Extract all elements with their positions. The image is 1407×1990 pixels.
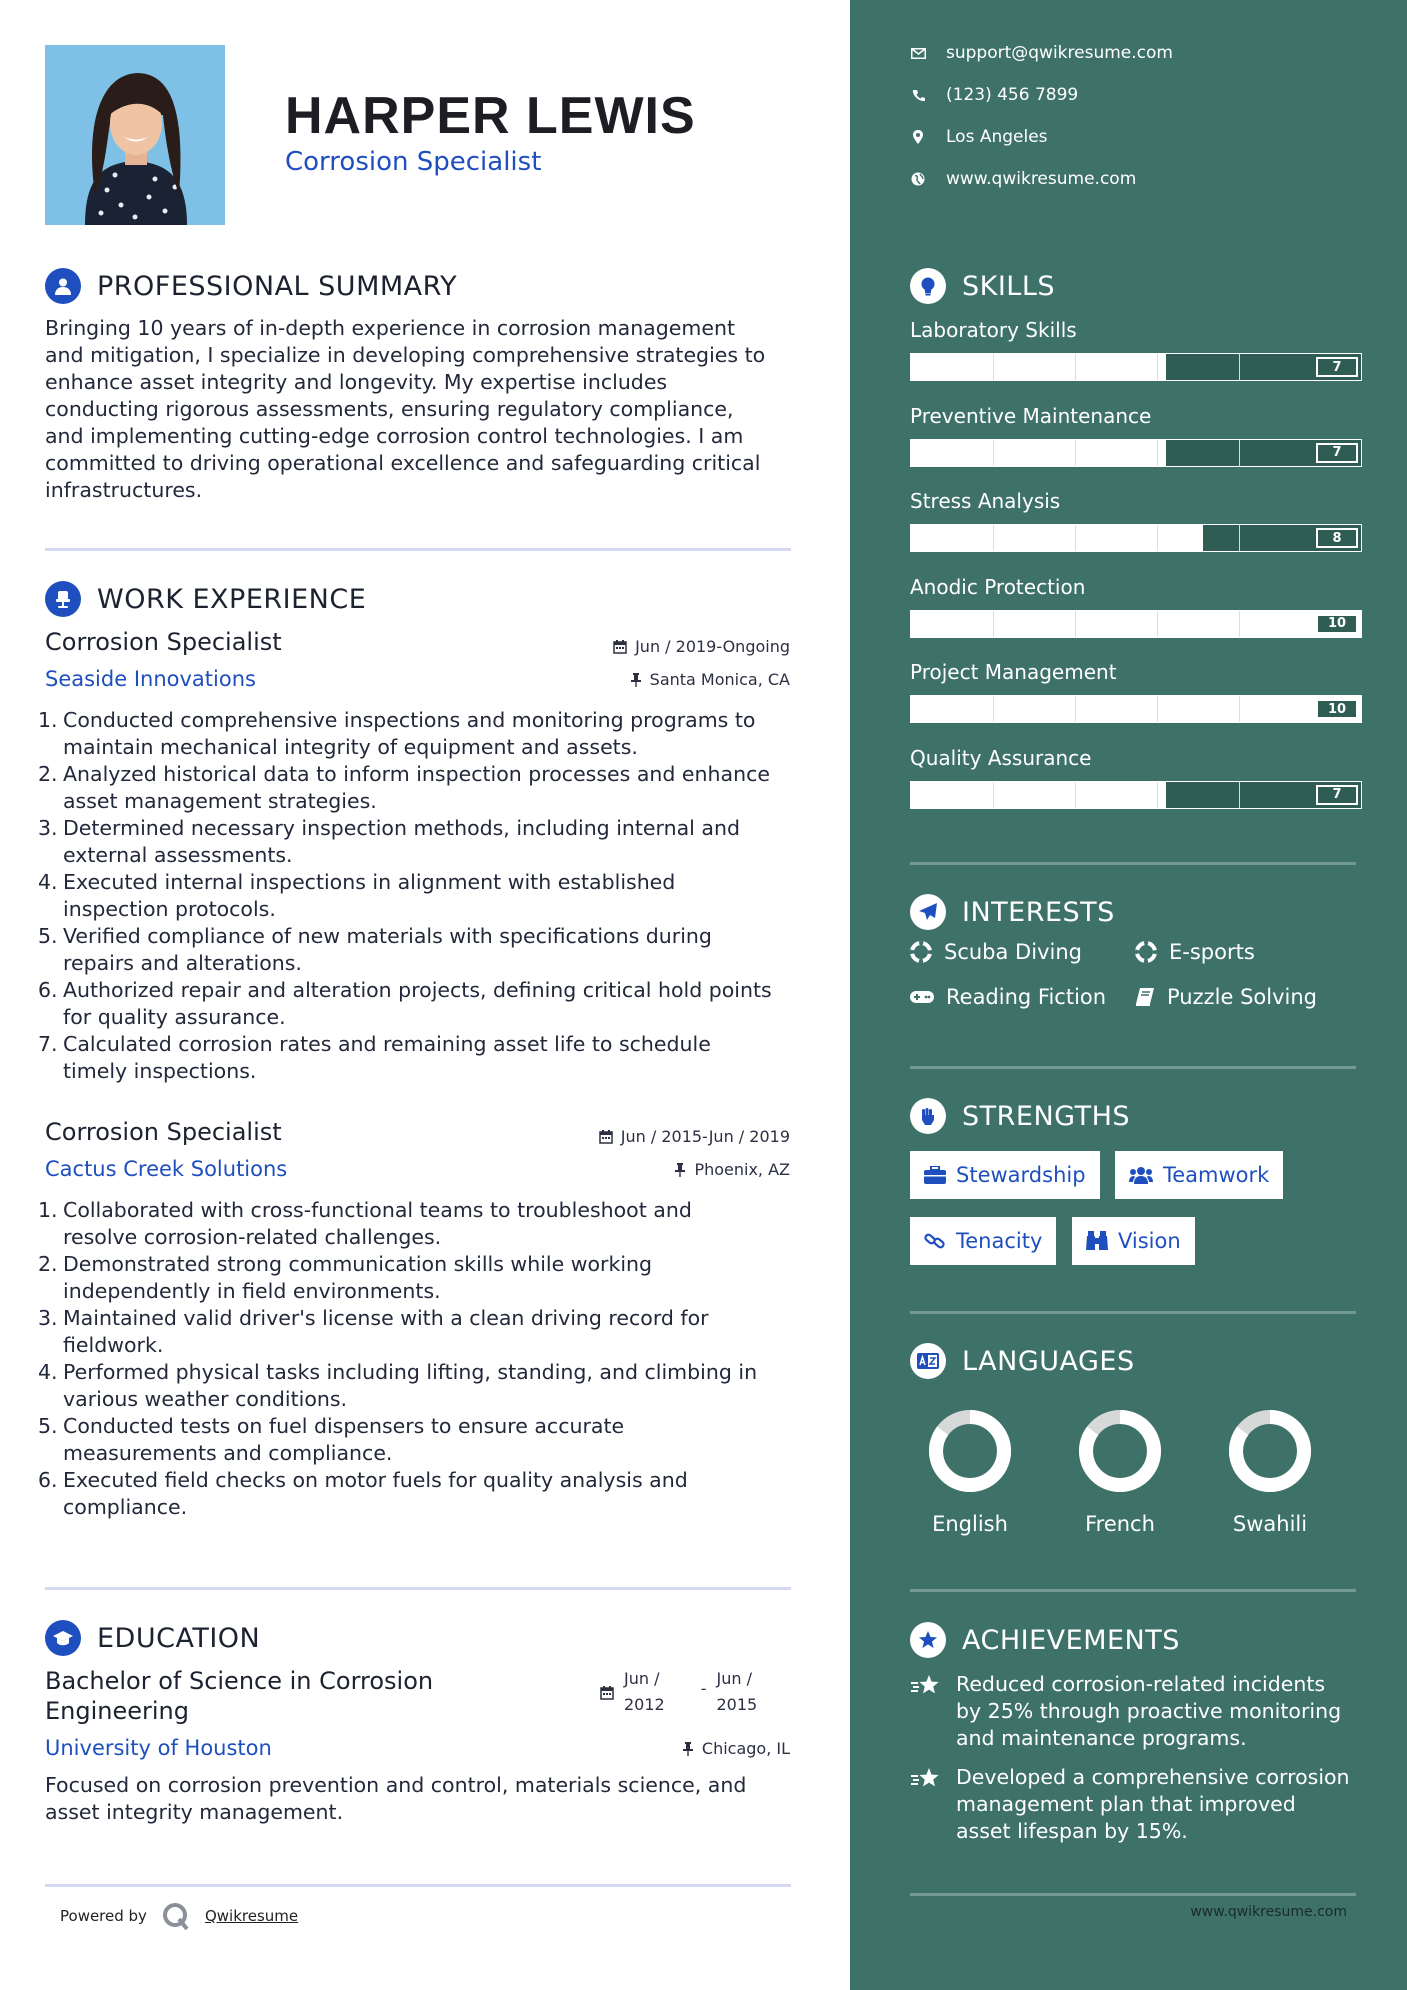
profile-photo — [45, 45, 225, 225]
skill-segment-divider — [993, 525, 994, 551]
lifebuoy-icon — [910, 941, 932, 963]
item-number: 6. — [38, 978, 58, 1002]
strength-chip — [1115, 1151, 1283, 1199]
skill-segment-divider — [1075, 611, 1076, 637]
education-description — [45, 1772, 795, 1826]
strengths-heading — [910, 1098, 1130, 1134]
interest-item — [1135, 940, 1255, 964]
achievement-item — [910, 1764, 1370, 1845]
skill-level-value: 7 — [1316, 785, 1358, 805]
summary-line: committed to driving operational excellence and safeguarding critical — [45, 451, 761, 475]
date-separator: - — [700, 1679, 707, 1698]
item-number: 5. — [38, 1414, 58, 1438]
job-duties — [38, 1197, 798, 1521]
interest-item — [910, 940, 1082, 964]
gamepad-icon — [910, 989, 934, 1005]
job-location-text: Phoenix, AZ — [694, 1160, 790, 1179]
calendar-icon — [600, 1686, 614, 1700]
summary-line: and implementing cutting-edge corrosion control technologies. I am — [45, 424, 744, 448]
binoculars-icon — [1086, 1231, 1108, 1251]
item-line: for quality assurance. — [63, 1005, 286, 1029]
item-number: 7. — [38, 1032, 58, 1056]
skill-segment-divider — [1075, 354, 1076, 380]
achievement-item — [910, 1671, 1370, 1752]
language-level-donut — [1225, 1406, 1315, 1496]
achievement-line: and maintenance programs. — [956, 1726, 1247, 1750]
section-divider — [910, 1311, 1356, 1314]
language-item — [1210, 1406, 1330, 1536]
skill-bar — [910, 781, 1362, 809]
skill-segment-divider — [1157, 354, 1158, 380]
item-line: Authorized repair and alteration projects, defining critical hold points — [63, 978, 772, 1002]
item-line: asset management strategies. — [63, 789, 377, 813]
item-number: 1. — [38, 708, 58, 732]
item-line: Determined necessary inspection methods, including internal and — [63, 816, 740, 840]
interest-item — [1135, 985, 1317, 1009]
company-name: Seaside Innovations — [45, 667, 256, 691]
skills-title: SKILLS — [962, 270, 1056, 302]
contact-email[interactable] — [910, 43, 1173, 63]
degree-title — [45, 1666, 505, 1726]
languages-title: LANGUAGES — [962, 1345, 1135, 1377]
candidate-role: Corrosion Specialist — [285, 147, 542, 177]
education-heading — [45, 1620, 260, 1656]
list-item — [38, 1413, 798, 1467]
summary-line: Bringing 10 years of in-depth experience in corrosion management — [45, 316, 735, 340]
language-level-donut — [1075, 1406, 1165, 1496]
experience-title: WORK EXPERIENCE — [97, 583, 367, 615]
phone-text: (123) 456 7899 — [946, 85, 1079, 105]
language-name: Swahili — [1232, 1512, 1308, 1536]
skill-segment-divider — [1075, 782, 1076, 808]
pin-icon — [674, 1163, 686, 1177]
job-dates-text: Jun / 2015-Jun / 2019 — [620, 1127, 790, 1146]
calendar-icon — [599, 1130, 613, 1144]
skill-bar — [910, 524, 1362, 552]
list-item — [38, 1467, 798, 1521]
location-text: Los Angeles — [946, 127, 1048, 147]
education-location — [682, 1739, 790, 1758]
item-line: Calculated corrosion rates and remaining asset life to schedule — [63, 1032, 711, 1056]
paper-plane-icon — [910, 894, 946, 930]
description-line: asset integrity management. — [45, 1800, 344, 1824]
office-chair-icon — [45, 581, 81, 617]
section-divider — [910, 1066, 1356, 1069]
skill-segment-divider — [993, 696, 994, 722]
education-location-text: Chicago, IL — [701, 1739, 790, 1758]
degree-line: Engineering — [45, 1697, 189, 1725]
achievement-line: Developed a comprehensive corrosion — [956, 1765, 1350, 1789]
list-item — [38, 1031, 798, 1085]
job-location — [630, 670, 790, 689]
list-item — [38, 1359, 798, 1413]
job-location — [674, 1160, 790, 1179]
start-year: 2012 — [624, 1695, 665, 1714]
shooting-star-icon — [910, 1673, 942, 1699]
item-line: resolve corrosion-related challenges. — [63, 1225, 442, 1249]
language-level-donut — [925, 1406, 1015, 1496]
skill-segment-divider — [1075, 525, 1076, 551]
pin-icon — [630, 673, 642, 687]
item-line: compliance. — [63, 1495, 188, 1519]
interest-label: Scuba Diving — [944, 940, 1082, 964]
skill-segment-divider — [1075, 696, 1076, 722]
end-date — [717, 1666, 758, 1718]
item-line: Conducted comprehensive inspections and monitoring programs to — [63, 708, 756, 732]
qwikresume-logo-icon — [161, 1901, 191, 1931]
skill-label: Stress Analysis — [910, 489, 1061, 513]
item-line: fieldwork. — [63, 1333, 164, 1357]
list-item — [38, 707, 798, 761]
language-name: English — [932, 1512, 1008, 1536]
item-number: 3. — [38, 1306, 58, 1330]
item-line: Demonstrated strong communication skills while working — [63, 1252, 653, 1276]
strength-label: Vision — [1118, 1229, 1181, 1253]
translate-icon — [910, 1343, 946, 1379]
list-item — [38, 977, 798, 1031]
website-text: www.qwikresume.com — [946, 169, 1137, 189]
list-item — [38, 815, 798, 869]
item-line: various weather conditions. — [63, 1387, 348, 1411]
item-line: measurements and compliance. — [63, 1441, 393, 1465]
contact-phone[interactable] — [910, 85, 1078, 105]
summary-line: infrastructures. — [45, 478, 203, 502]
interest-item — [910, 985, 1106, 1009]
shooting-star-icon — [910, 1766, 942, 1792]
item-number: 6. — [38, 1468, 58, 1492]
phone-icon — [910, 89, 926, 102]
interest-label: E-sports — [1169, 940, 1255, 964]
skill-bar — [910, 439, 1362, 467]
achievements-title: ACHIEVEMENTS — [962, 1624, 1180, 1656]
education-title: EDUCATION — [97, 1622, 261, 1654]
list-item — [38, 1305, 798, 1359]
item-number: 2. — [38, 762, 58, 786]
summary-heading — [45, 268, 457, 304]
end-year: 2015 — [716, 1695, 758, 1714]
achievements-heading — [910, 1622, 1180, 1658]
achievement-line: management plan that improved — [956, 1792, 1296, 1816]
skill-bar — [910, 353, 1362, 381]
strength-label: Tenacity — [956, 1229, 1043, 1253]
skill-label: Quality Assurance — [910, 745, 1092, 770]
strength-label: Stewardship — [956, 1163, 1086, 1187]
skill-segment-divider — [1239, 696, 1240, 722]
item-line: Executed internal inspections in alignment with established — [63, 870, 676, 894]
summary-line: conducting rigorous assessments, ensuring regulatory compliance, — [45, 397, 734, 421]
language-item — [1060, 1406, 1180, 1536]
item-number: 1. — [38, 1198, 58, 1222]
summary-text — [45, 315, 795, 504]
item-line: Performed physical tasks including lifting, standing, and climbing in — [63, 1360, 758, 1384]
skill-level-value: 8 — [1316, 528, 1358, 548]
language-item — [910, 1406, 1030, 1536]
skill-segment-divider — [1239, 782, 1240, 808]
interest-label: Reading Fiction — [946, 985, 1107, 1009]
list-item — [38, 1251, 798, 1305]
section-divider — [45, 548, 791, 551]
powered-by — [60, 1901, 298, 1931]
summary-title: PROFESSIONAL SUMMARY — [97, 270, 458, 302]
list-item — [38, 761, 798, 815]
strength-chip — [910, 1217, 1056, 1265]
skill-segment-divider — [1239, 611, 1240, 637]
item-line: maintain mechanical integrity of equipment and assets. — [63, 735, 638, 759]
skill-level-fill — [911, 696, 1361, 722]
strength-chip — [910, 1151, 1100, 1199]
job-duties — [38, 707, 798, 1085]
qwikresume-link[interactable]: Qwikresume — [204, 1907, 299, 1925]
users-icon — [1129, 1166, 1153, 1184]
skill-label: Preventive Maintenance — [910, 403, 1152, 428]
experience-heading — [45, 581, 366, 617]
skill-label: Project Management — [910, 660, 1117, 684]
job-title: Corrosion Specialist — [45, 1118, 282, 1146]
item-number: 3. — [38, 816, 58, 840]
lightbulb-icon — [910, 268, 946, 304]
contact-website[interactable] — [910, 169, 1136, 189]
section-divider — [45, 1587, 791, 1590]
start-month: Jun / — [624, 1669, 660, 1688]
skill-level-value: 7 — [1316, 443, 1358, 463]
skill-segment-divider — [1075, 440, 1076, 466]
item-line: Collaborated with cross-functional teams to troubleshoot and — [63, 1198, 692, 1222]
summary-line: and mitigation, I specialize in developing comprehensive strategies to — [45, 343, 766, 367]
item-line: repairs and alterations. — [63, 951, 302, 975]
interest-label: Puzzle Solving — [1167, 985, 1317, 1009]
summary-line: enhance asset integrity and longevity. My expertise includes — [45, 370, 668, 394]
skill-segment-divider — [1239, 354, 1240, 380]
job-dates-text: Jun / 2019-Ongoing — [635, 637, 790, 656]
raised-fist-icon — [910, 1098, 946, 1134]
briefcase-icon — [924, 1166, 946, 1184]
item-number: 4. — [38, 870, 58, 894]
graduation-cap-icon — [45, 1620, 81, 1656]
skill-bar — [910, 695, 1362, 723]
section-divider — [910, 1589, 1356, 1592]
job-dates — [613, 637, 790, 656]
lifebuoy-icon — [1135, 941, 1157, 963]
end-month: Jun / — [716, 1669, 752, 1688]
section-divider — [910, 1893, 1356, 1896]
powered-by-label: Powered by — [60, 1907, 147, 1925]
email-text: support@qwikresume.com — [946, 43, 1173, 63]
item-line: Executed field checks on motor fuels for quality analysis and — [63, 1468, 688, 1492]
start-date — [624, 1666, 665, 1718]
skill-level-value: 10 — [1316, 699, 1358, 719]
item-line: Analyzed historical data to inform inspection processes and enhance — [63, 762, 770, 786]
calendar-icon — [613, 640, 627, 654]
skill-segment-divider — [993, 440, 994, 466]
skill-segment-divider — [1157, 440, 1158, 466]
skill-label: Anodic Protection — [910, 574, 1086, 599]
item-line: independently in field environments. — [63, 1279, 441, 1303]
school-name: University of Houston — [45, 1736, 272, 1760]
star-badge-icon — [910, 1622, 946, 1658]
strengths-title: STRENGTHS — [962, 1100, 1131, 1132]
sidebar — [850, 0, 1407, 1990]
job-dates — [599, 1127, 790, 1146]
description-line: Focused on corrosion prevention and control, materials science, and — [45, 1773, 747, 1797]
language-name: French — [1085, 1512, 1155, 1536]
skill-segment-divider — [993, 611, 994, 637]
job-title: Corrosion Specialist — [45, 628, 282, 656]
book-icon — [1135, 987, 1155, 1007]
item-number: 5. — [38, 924, 58, 948]
skill-level-fill — [911, 354, 1166, 380]
envelope-icon — [910, 48, 926, 59]
skill-segment-divider — [1239, 440, 1240, 466]
portrait-image — [45, 45, 225, 225]
achievement-line: Reduced corrosion-related incidents — [956, 1672, 1326, 1696]
skill-level-fill — [911, 440, 1166, 466]
company-name: Cactus Creek Solutions — [45, 1157, 288, 1181]
item-line: Conducted tests on fuel dispensers to ensure accurate — [63, 1414, 625, 1438]
achievement-line: by 25% through proactive monitoring — [956, 1699, 1342, 1723]
skill-segment-divider — [1157, 696, 1158, 722]
skill-label: Laboratory Skills — [910, 318, 1077, 342]
item-line: inspection protocols. — [63, 897, 276, 921]
languages-heading — [910, 1343, 1135, 1379]
item-line: Verified compliance of new materials with specifications during — [63, 924, 712, 948]
achievement-text — [956, 1671, 1341, 1752]
section-divider — [910, 862, 1356, 865]
achievement-line: asset lifespan by 15%. — [956, 1819, 1188, 1843]
footer-website[interactable]: www.qwikresume.com — [1190, 1904, 1347, 1920]
item-line: external assessments. — [63, 843, 293, 867]
pin-icon — [682, 1742, 694, 1756]
skill-level-fill — [911, 782, 1166, 808]
skill-segment-divider — [993, 782, 994, 808]
skill-segment-divider — [1157, 611, 1158, 637]
skill-segment-divider — [993, 354, 994, 380]
candidate-name: HARPER LEWIS — [285, 87, 696, 145]
section-divider — [45, 1884, 791, 1887]
skill-segment-divider — [1157, 525, 1158, 551]
globe-icon — [910, 172, 926, 186]
list-item — [38, 923, 798, 977]
list-item — [38, 869, 798, 923]
skill-segment-divider — [1157, 782, 1158, 808]
skill-level-value: 10 — [1316, 614, 1358, 634]
contact-location — [910, 127, 1048, 147]
skill-bar — [910, 610, 1362, 638]
education-dates — [600, 1666, 757, 1718]
interests-heading — [910, 894, 1115, 930]
strength-chip — [1072, 1217, 1195, 1265]
interests-title: INTERESTS — [962, 896, 1115, 928]
user-icon — [45, 268, 81, 304]
map-marker-icon — [910, 130, 926, 144]
skill-level-value: 7 — [1316, 357, 1358, 377]
list-item — [38, 1197, 798, 1251]
job-location-text: Santa Monica, CA — [649, 670, 790, 689]
item-number: 2. — [38, 1252, 58, 1276]
item-number: 4. — [38, 1360, 58, 1384]
skills-heading — [910, 268, 1055, 304]
skill-level-fill — [911, 525, 1203, 551]
item-line: timely inspections. — [63, 1059, 257, 1083]
strength-label: Teamwork — [1163, 1163, 1270, 1187]
skill-level-fill — [911, 611, 1361, 637]
item-line: Maintained valid driver's license with a clean driving record for — [63, 1306, 709, 1330]
skill-segment-divider — [1239, 525, 1240, 551]
degree-line: Bachelor of Science in Corrosion — [45, 1667, 434, 1695]
link-icon — [924, 1230, 946, 1252]
achievement-text — [956, 1764, 1350, 1845]
